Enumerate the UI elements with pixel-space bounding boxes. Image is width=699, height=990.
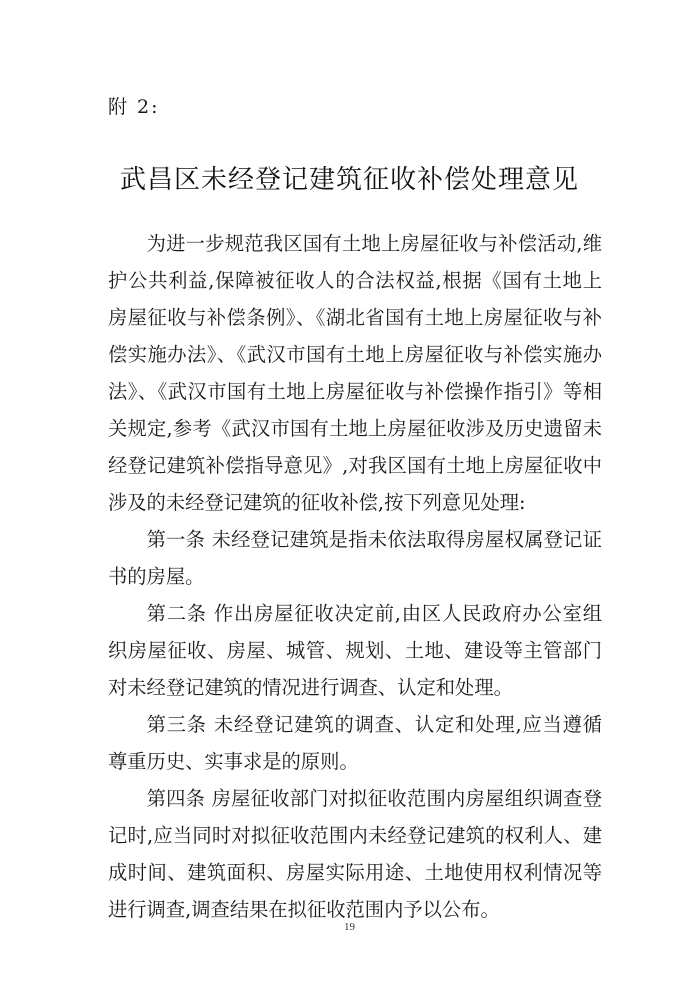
- paragraph-article-2: 第二条 作出房屋征收决定前,由区人民政府办公室组织房屋征收、房屋、城管、规划、土地、建设等主管部门对未经登记建筑的情况进行调查、认定和处理。: [108, 602, 602, 699]
- document-body: [108, 225, 602, 928]
- paragraph-article-4: 第四条 房屋征收部门对拟征收范围内房屋组织调查登记时,应当同时对拟征收范围内未经登记建筑的权利人、建成时间、建筑面积、房屋实际用途、土地使用权利情况等进行调查,调查结果在拟征收范围内予以公布。: [108, 787, 602, 921]
- paragraph-article-1: 第一条 未经登记建筑是指未依法取得房屋权属登记证书的房屋。: [108, 528, 602, 588]
- paragraph-article-3: 第三条 未经登记建筑的调查、认定和处理,应当遵循尊重历史、实事求是的原则。: [108, 713, 602, 773]
- document-title: 武昌区未经登记建筑征收补偿处理意见: [119, 165, 579, 195]
- page-number: 19: [344, 921, 355, 933]
- paragraph-preamble: 为进一步规范我区国有土地上房屋征收与补偿活动,维护公共利益,保障被征收人的合法权益,根据《国有土地上房屋征收与补偿条例》、《湖北省国有土地上房屋征收与补偿实施办法》、《武汉市国有土地上房屋征收与补偿实施办法》、《武汉市国有土地上房屋征收与补偿操作指引》等相关规定,参考《武汉市国有土地上房屋征收涉及历史遗留未经登记建筑补偿指导意见》,对我区国有土地上房屋征收中涉及的未经登记建筑的征收补偿,按下列意见处理:: [108, 232, 602, 514]
- annex-label: 附 2:: [108, 96, 160, 118]
